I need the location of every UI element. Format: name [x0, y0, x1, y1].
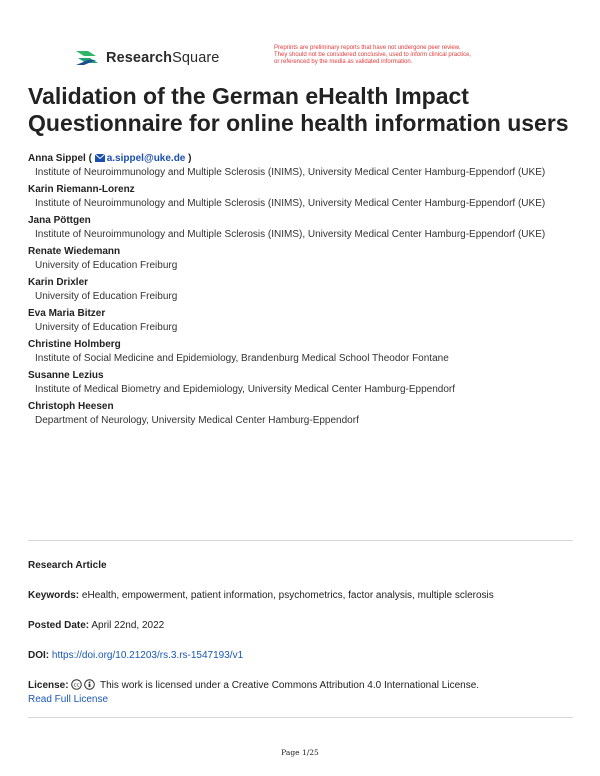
- notice-line: or referenced by the media as validated information.: [274, 59, 413, 66]
- preprint-notice: [274, 45, 544, 67]
- notice-line: They should not be considered conclusive, used to inform clinical practice,: [274, 52, 472, 59]
- keywords-label: Keywords:: [28, 590, 80, 601]
- author-entry: [28, 276, 578, 304]
- logo-wordmark: ResearchSquare: [106, 50, 220, 66]
- author-entry: [28, 307, 578, 335]
- author-name: Karin Drixler: [28, 277, 89, 288]
- envelope-icon: [95, 154, 105, 162]
- posted-date-value: April 22nd, 2022: [91, 620, 165, 631]
- keywords-row: [28, 589, 578, 603]
- author-list: [28, 152, 578, 431]
- author-entry: [28, 245, 578, 273]
- keywords-value: eHealth, empowerment, patient information, psychometrics, factor analysis, multiple sclerosis: [81, 590, 494, 601]
- author-affiliation: Institute of Social Medicine and Epidemiology, Brandenburg Medical School Theodor Fontane: [35, 353, 449, 364]
- author-name: Karin Riemann-Lorenz: [28, 184, 135, 195]
- divider: [28, 540, 573, 541]
- posted-date-row: [28, 619, 578, 633]
- license-text: This work is licensed under a Creative Commons Attribution 4.0 International License.: [99, 680, 480, 691]
- author-affiliation: University of Education Freiburg: [35, 291, 178, 302]
- author-affiliation: Institute of Neuroimmunology and Multiple Sclerosis (INIMS), University Medical Center Hamburg-Eppendorf (UKE): [35, 167, 546, 178]
- author-entry: [28, 183, 578, 211]
- author-name: Susanne Lezius: [28, 370, 104, 381]
- author-entry: [28, 338, 578, 366]
- author-name: Renate Wiedemann: [28, 246, 121, 257]
- author-email-link[interactable]: a.sippel@uke.de: [95, 153, 186, 164]
- read-full-license-link[interactable]: Read Full License: [28, 694, 109, 705]
- author-affiliation: Institute of Neuroimmunology and Multiple Sclerosis (INIMS), University Medical Center Hamburg-Eppendorf (UKE): [35, 229, 546, 240]
- posted-date-label: Posted Date:: [28, 620, 90, 631]
- research-square-logo[interactable]: [74, 47, 219, 69]
- author-entry: [28, 369, 578, 397]
- author-entry: Anna Sippel ( a.sippel@uke.de ) Institute of Neuroimmunology and Multiple Sclerosis (INIMS), University Medical Center Hamburg-Eppendorf (UKE): [28, 152, 578, 180]
- author-name: Jana Pöttgen: [28, 215, 91, 226]
- svg-text:cc: cc: [73, 682, 80, 689]
- author-affiliation: University of Education Freiburg: [35, 260, 178, 271]
- paper-title: Validation of the German eHealth Impact Questionnaire for online health information users: [28, 83, 569, 136]
- license-label: License:: [28, 680, 69, 691]
- attribution-icon: [84, 679, 95, 690]
- author-affiliation: Institute of Neuroimmunology and Multiple Sclerosis (INIMS), University Medical Center Hamburg-Eppendorf (UKE): [35, 198, 546, 209]
- article-type: Research Article: [28, 560, 107, 571]
- author-entry: [28, 214, 578, 242]
- license-row: [28, 679, 578, 707]
- author-name: Christoph Heesen: [28, 401, 114, 412]
- author-name: Christine Holmberg: [28, 339, 121, 350]
- creative-commons-icon: [71, 679, 82, 690]
- doi-link[interactable]: https://doi.org/10.21203/rs.3.rs-1547193/v1: [51, 650, 244, 661]
- author-name: Eva Maria Bitzer: [28, 308, 106, 319]
- author-affiliation: Institute of Medical Biometry and Epidemiology, University Medical Center Hamburg-Eppendorf: [35, 384, 456, 395]
- divider: [28, 717, 573, 718]
- logo-mark-icon: [74, 47, 100, 69]
- doi-label: DOI:: [28, 650, 50, 661]
- author-affiliation: University of Education Freiburg: [35, 322, 178, 333]
- author-affiliation: Department of Neurology, University Medical Center Hamburg-Eppendorf: [35, 415, 359, 426]
- doi-row: [28, 649, 578, 663]
- author-entry: [28, 400, 578, 428]
- page-number: Page 1/25: [281, 748, 319, 757]
- author-name: Anna Sippel: [28, 153, 86, 164]
- notice-line: Preprints are preliminary reports that have not undergone peer review.: [274, 45, 461, 51]
